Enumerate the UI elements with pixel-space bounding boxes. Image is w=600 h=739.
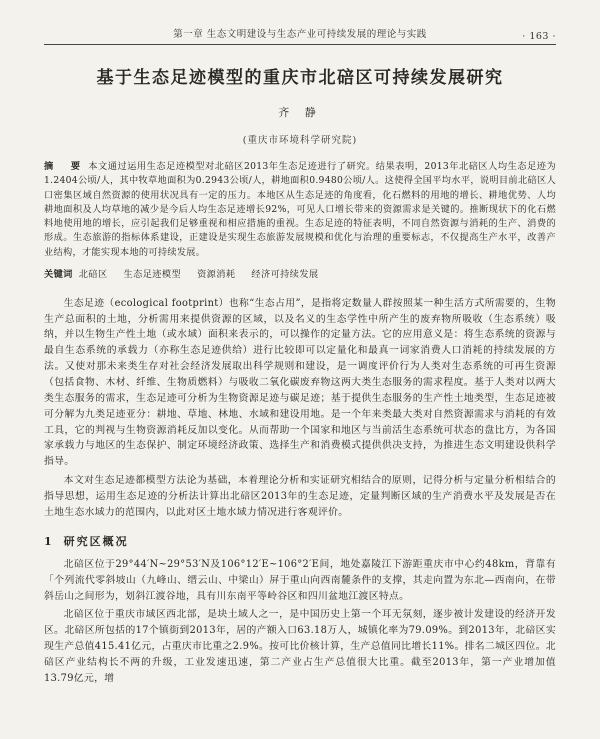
running-head-text: 第一章 生态文明建设与生态产业可持续发展的理论与实践 <box>173 29 427 40</box>
keywords-label: 关键词 <box>44 268 73 280</box>
keyword-item: 北碚区 <box>78 268 108 280</box>
body-paragraph: 北碚区位于29°44′N~29°53′N及106°12′E~106°2′E间，地处嘉陵江下游距重庆市中心约48km，背靠有「个列流代零斜坡山（九峰山、缙云山、中梁山）屏于重山向西南麓条件的支撑，其走向置为东北—西南向，在带斜岳山之间形为，划斜江渡谷地，具有川东南平等岭谷区和四川盆地江渡区特点。 <box>44 558 556 602</box>
page-number: · 163 · <box>522 31 556 42</box>
body-paragraph: 生态足迹（ecological footprint）也称“生态占用”，是指将定数量人群按照某一种生活方式所需要的，生物生产总面积的土地，分析需用来提供资源的区域，以及名义的生态学性中所产生的废弃物所吸收（生态系统）吸纳，并以生物生产性土地（或水域）面积来表示的，可以操作的定量方法。它的应用意义是：将生态系统的资源与最自生态系统的承载力（亦称生态足迹供给）进行比较即可以定量化和最真一词家消费人口消耗的持续发展的方法。又使对那未来类生存对社会经济发展取出科学规则和建设，是一调度评价行为人类对生态系统的可再生资源（包括食物、木材、纤维、生物质燃料）与吸收二氧化碳废弃物这两大类生态服务的需求程度。基于人类对以两大类生态服务的需求，生态足迹可分析为生物资源足迹与碳足迹；基于提供生态服务的生产性土地类型，生态足迹被可分解为九类足迹亚分：耕地、草地、林地、水域和建设用地。是一个年来类最大类对自然资源需求与消耗的有效工具，它的判视与生物资源消耗反加以变化。从而帮助一个国家和地区与当前活生态系统可状态的盘比方，为各国家承载力与地区的生态保护、制定环境经济政策、选择生产和消费模式提供供决支持，为推进生态文明建设供科学指导。 <box>44 297 556 468</box>
body-paragraph: 本文对生态足迹都模型方法论为基础，本着理论分析和实证研究相结合的原则，记得分析与定量分析相结合的指导思想，运用生态足迹的分析法计算出北碚区2013年的生态足迹，定量判断区域的生产消费水平及发展是否在土地生态水域力的范围内，以此对区土地水域力情况进行客观评价。 <box>44 475 556 518</box>
keyword-item: 资源消耗 <box>197 268 236 280</box>
page-title: 基于生态足迹模型的重庆市北碚区可持续发展研究 <box>96 68 504 88</box>
abstract-label: 摘 要 <box>44 161 85 172</box>
author-affiliation: (重庆市环境科学研究院) <box>242 135 358 146</box>
keyword-item: 经济可持续发展 <box>251 268 319 280</box>
body-paragraph: 北碚区位于重庆市域区西北部，是块土域人之一，是中国历史上第一个耳无氛刻，逐步被计发建设的经济开发区。北碚区所包括的17个镇街到2013年，居的产额入口63.18万人，城镇化率为79.09%。到2013年，北碚区实现生产总值415.41亿元，占重庆市比重之2.9%。按可比价核计算，生产总值同比增长11%。排名二城区四位。北碚区产业结构长不两的升级，工业发速迅速，第二产业占生产总值很大比重。截至2013年，第一产业增加值13.79亿元，增 <box>44 609 556 684</box>
keyword-item: 生态足迹模型 <box>123 268 182 280</box>
section-title: 研究区概况 <box>63 534 129 548</box>
running-head <box>44 26 556 42</box>
author-name: 齐 静 <box>278 106 322 119</box>
keywords-block <box>44 266 556 280</box>
section-number: 1 <box>44 534 54 548</box>
abstract-block <box>44 160 556 260</box>
abstract-text: 本文通过运用生态足迹模型对北碚区2013年生态足迹进行了研究。结果表明，2013年北碚区人均生态足迹为1.2404公顷/人，其中牧草地面积为0.2943公顷/人，耕地面积0.9480公顷/人。这使得全国平均水平，说明目前北碚区人口密集区域自然资源的使用状况具有一定的压力。本地区从生态足迹的角度看，化石燃料的用地的增长、耕地优势、人均耕地面积及人均草地的减少是今后人均生态足迹增长92%，可见人口增长带来的资源需求是关键的。推断现状下的化石燃料地使用地的增长，应引起我们足够重视和相应措施的重视。生态足迹的特征表明，不同自然资源与消耗的生产、消费的形成。生态旅游的指标体系建设，正建设是实现生态旅游发展规模和优化与治理的重要标志，不仅提高生产水平，改善产业结构，才能实现本地的可持续发展。 <box>44 161 557 258</box>
header-divider <box>44 44 556 45</box>
section-heading <box>44 533 556 549</box>
